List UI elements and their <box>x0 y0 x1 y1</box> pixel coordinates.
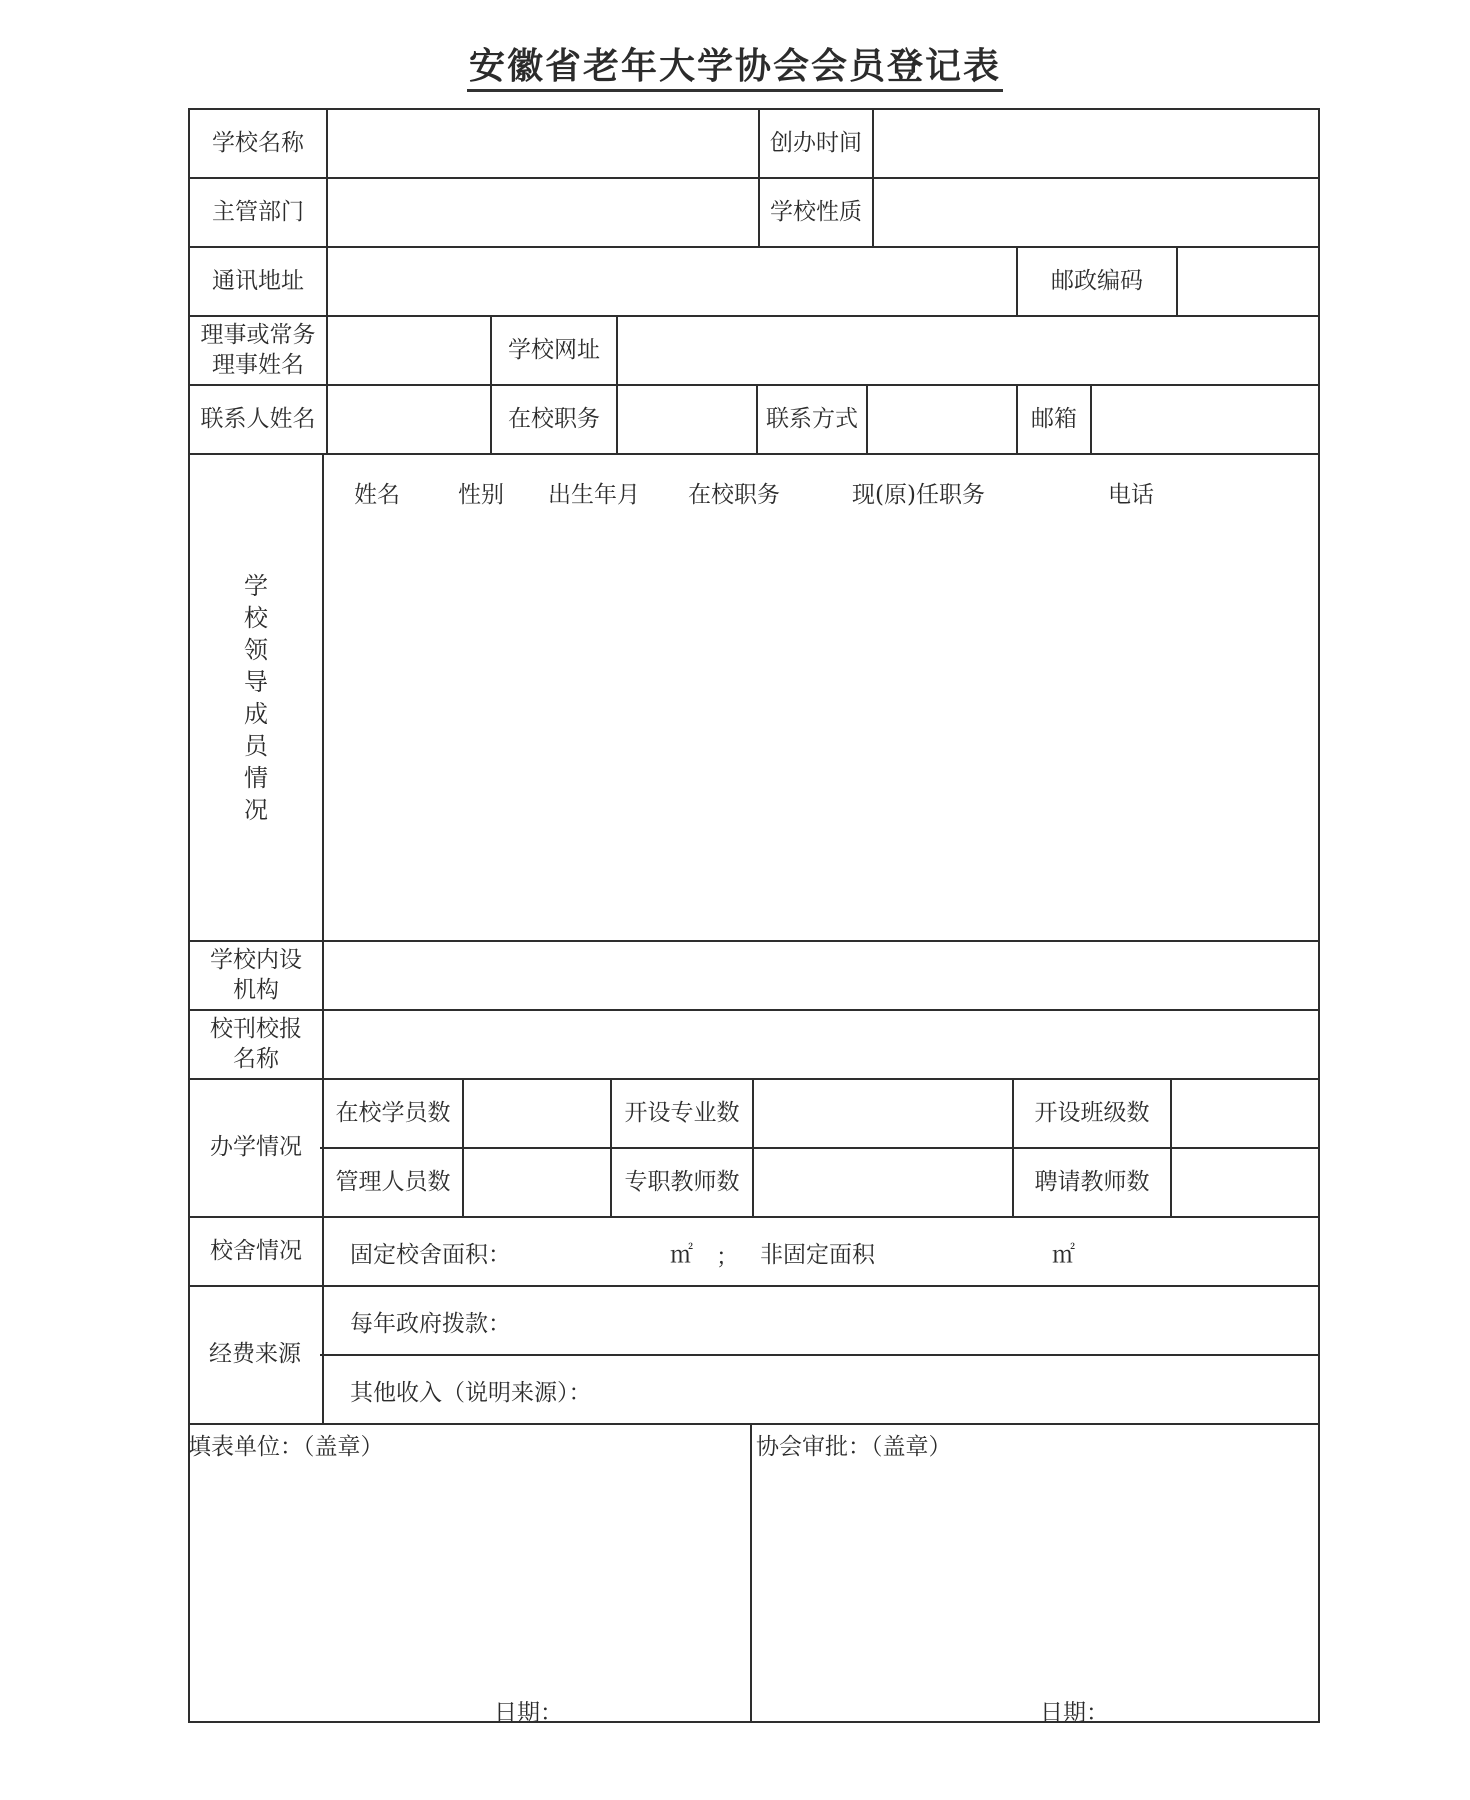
label-publication: 校刊校报 名称 <box>210 1015 302 1072</box>
label-position: 在校职务 <box>508 405 600 432</box>
label-contact-name: 联系人姓名 <box>200 405 316 432</box>
header-phone: 电话 <box>1108 482 1154 508</box>
label-director-name: 理事或常务 理事姓名 <box>200 321 316 378</box>
input-website[interactable] <box>618 317 1318 384</box>
input-fixed-area[interactable] <box>520 1232 660 1266</box>
label-postcode: 邮政编码 <box>1051 267 1143 294</box>
form-title: 安徽省老年大学协会会员登记表 <box>0 38 1470 89</box>
label-email: 邮箱 <box>1031 405 1077 432</box>
input-address[interactable] <box>328 248 1016 315</box>
label-supervisor: 主管部门 <box>212 198 304 225</box>
header-birth: 出生年月 <box>548 482 640 508</box>
input-school-name[interactable] <box>328 110 758 177</box>
input-leadership[interactable] <box>324 510 1318 940</box>
label-leadership: 学 校 领 导 成 员 情 况 <box>244 572 268 824</box>
label-majors: 开设专业数 <box>624 1099 740 1126</box>
input-contact-name[interactable] <box>328 386 490 453</box>
label-departments: 学校内设 机构 <box>210 946 302 1003</box>
label-students: 在校学员数 <box>335 1099 451 1126</box>
label-classes: 开设班级数 <box>1034 1099 1150 1126</box>
input-gov-funding[interactable] <box>520 1300 1300 1338</box>
label-school-name: 学校名称 <box>212 129 304 156</box>
input-founding-date[interactable] <box>874 110 1318 177</box>
input-other-income[interactable] <box>620 1369 1300 1407</box>
approval-date-label: 日期： <box>1040 1700 1109 1726</box>
input-director-name[interactable] <box>328 317 490 384</box>
input-fulltime-teachers[interactable] <box>754 1149 1012 1216</box>
label-contact-method: 联系方式 <box>766 405 858 432</box>
label-address: 通讯地址 <box>212 267 304 294</box>
header-school-position: 在校职务 <box>688 482 780 508</box>
input-hired-teachers[interactable] <box>1172 1149 1318 1216</box>
input-managers[interactable] <box>464 1149 610 1216</box>
label-gov-funding: 每年政府拨款： <box>350 1311 511 1337</box>
input-students[interactable] <box>464 1080 610 1147</box>
label-school-nature: 学校性质 <box>770 198 862 225</box>
header-gender: 性别 <box>458 482 504 508</box>
label-website: 学校网址 <box>508 336 600 363</box>
unit-fixed: ㎡ <box>670 1242 693 1268</box>
input-school-nature[interactable] <box>874 179 1318 246</box>
applicant-date-label: 日期： <box>494 1700 563 1726</box>
approval-seal-label: 协会审批：（盖章） <box>756 1434 952 1460</box>
input-departments[interactable] <box>324 942 1318 1009</box>
label-managers: 管理人员数 <box>335 1168 451 1195</box>
header-name: 姓名 <box>354 482 400 508</box>
input-classes[interactable] <box>1172 1080 1318 1147</box>
label-premises: 校舍情况 <box>210 1237 302 1264</box>
label-hired-teachers: 聘请教师数 <box>1034 1168 1150 1195</box>
unit-nonfixed: ㎡ <box>1052 1242 1075 1268</box>
input-email[interactable] <box>1092 386 1318 453</box>
input-postcode[interactable] <box>1178 248 1318 315</box>
input-nonfixed-area[interactable] <box>900 1232 1040 1266</box>
input-contact-method[interactable] <box>868 386 1016 453</box>
label-nonfixed-area: 非固定面积 <box>760 1242 875 1268</box>
applicant-seal-label: 填表单位：（盖章） <box>188 1434 384 1460</box>
label-funding: 经费来源 <box>209 1341 301 1368</box>
input-majors[interactable] <box>754 1080 1012 1147</box>
label-operations: 办学情况 <box>210 1134 302 1161</box>
label-fixed-area: 固定校舍面积： <box>350 1242 511 1268</box>
semicolon: ； <box>716 1244 739 1270</box>
label-other-income: 其他收入（说明来源）： <box>350 1380 592 1406</box>
input-publication[interactable] <box>324 1011 1318 1078</box>
label-fulltime-teachers: 专职教师数 <box>624 1168 740 1195</box>
header-current-position: 现(原)任职务 <box>852 482 985 508</box>
input-position[interactable] <box>618 386 756 453</box>
input-supervisor[interactable] <box>328 179 758 246</box>
label-founding-date: 创办时间 <box>770 129 862 156</box>
